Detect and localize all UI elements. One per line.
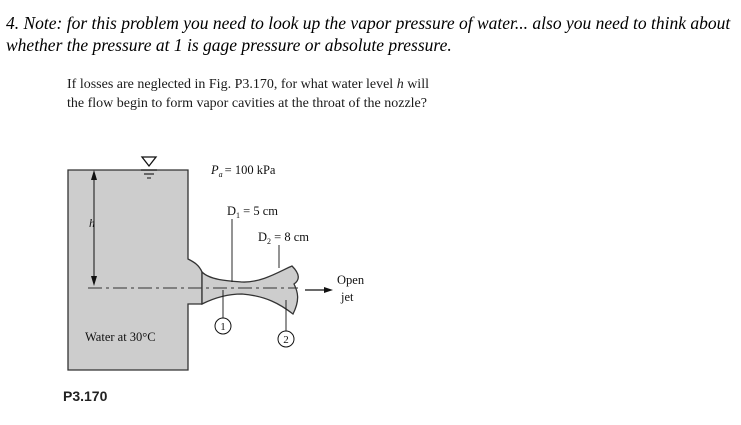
note-number: 4. xyxy=(6,13,20,33)
note-text: Note: for this problem you need to look up the vapor pressure of water... also you need to think about whether the pressure at 1 is gage pressure or absolute pressure. xyxy=(6,13,731,55)
open-jet-label-line2: jet xyxy=(341,290,354,304)
problem-text-after: will the flow begin to form vapor cavities at the throat of the nozzle? xyxy=(67,77,429,111)
problem-variable-h: h xyxy=(396,77,404,92)
point-1-label: 1 xyxy=(220,321,226,333)
open-jet-arrow-head xyxy=(324,287,333,293)
exit-diameter-label: $D_2 = 8$ cm xyxy=(258,230,309,246)
open-jet-label-line1: Open xyxy=(337,273,365,287)
free-surface-symbol xyxy=(142,157,156,166)
point-2-label: 2 xyxy=(283,334,289,346)
nozzle-water xyxy=(202,266,298,314)
water-label: Water at 30°C xyxy=(85,330,156,344)
height-label: h xyxy=(89,216,95,230)
problem-text-before: If losses are neglected in Fig. P3.170, for what water level xyxy=(67,77,397,92)
figure-id: P3.170 xyxy=(63,388,108,404)
throat-diameter-label: $D_1 = 5$ cm xyxy=(227,204,278,220)
atmospheric-pressure-label: $P_a = 100$ kPa xyxy=(211,163,276,179)
